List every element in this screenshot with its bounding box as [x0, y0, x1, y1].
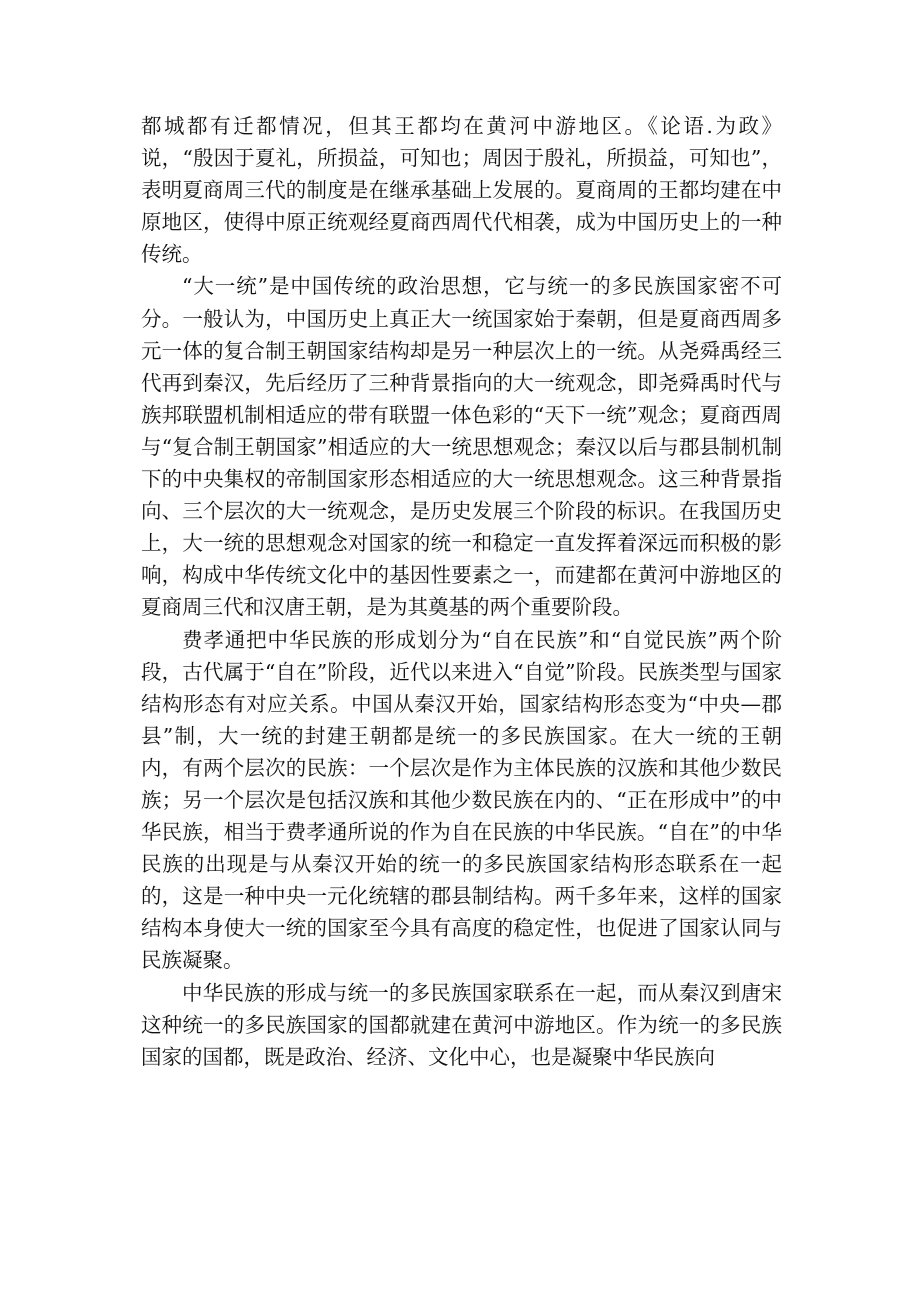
- paragraph-grand-unification: “大一统”是中国传统的政治思想，它与统一的多民族国家密不可分。一般认为，中国历史上真正大一统国家始于秦朝，但是夏商西周多元一体的复合制王朝国家结构却是另一种层次上的一统。从尧舜禹经三代再到秦汉，先后经历了三种背景指向的大一统观念，即尧舜禹时代与族邦联盟机制相适应的带有联盟一体色彩的“天下一统”观念；夏商西周与“复合制王朝国家”相适应的大一统思想观念；秦汉以后与郡县制机制下的中央集权的帝制国家形态相适应的大一统思想观念。这三种背景指向、三个层次的大一统观念，是历史发展三个阶段的标识。在我国历史上，大一统的思想观念对国家的统一和稳定一直发挥着深远而积极的影响，构成中华传统文化中的基因性要素之一，而建都在黄河中游地区的夏商周三代和汉唐王朝，是为其奠基的两个重要阶段。: [141, 274, 782, 620]
- paragraph-fei-xiaotong: 费孝通把中华民族的形成划分为“自在民族”和“自觉民族”两个阶段，古代属于“自在”阶段，近代以来进入“自觉”阶段。民族类型与国家结构形态有对应关系。中国从秦汉开始，国家结构形态变为“中央—郡县”制，大一统的封建王朝都是统一的多民族国家。在大一统的王朝内，有两个层次的民族：一个层次是作为主体民族的汉族和其他少数民族；另一个层次是包括汉族和其他少数民族在内的、“正在形成中”的中华民族，相当于费孝通所说的作为自在民族的中华民族。“自在”的中华民族的出现是与从秦汉开始的统一的多民族国家结构形态联系在一起的，这是一种中央一元化统辖的郡县制结构。两千多年来，这样的国家结构本身使大一统的国家至今具有高度的稳定性，也促进了国家认同与民族凝聚。: [141, 627, 782, 973]
- paragraph-continued: 都城都有迁都情况，但其王都均在黄河中游地区。《论语.为政》说，“殷因于夏礼，所损益，可知也；周因于殷礼，所损益，可知也”，表明夏商周三代的制度是在继承基础上发展的。夏商周的王都均建在中原地区，使得中原正统观经夏商西周代代相袭，成为中国历史上的一种传统。: [141, 114, 782, 267]
- paragraph-capital-city: 中华民族的形成与统一的多民族国家联系在一起，而从秦汉到唐宋这种统一的多民族国家的国都就建在黄河中游地区。作为统一的多民族国家的国都，既是政治、经济、文化中心，也是凝聚中华民族向: [141, 980, 782, 1069]
- article-body: [141, 110, 782, 1073]
